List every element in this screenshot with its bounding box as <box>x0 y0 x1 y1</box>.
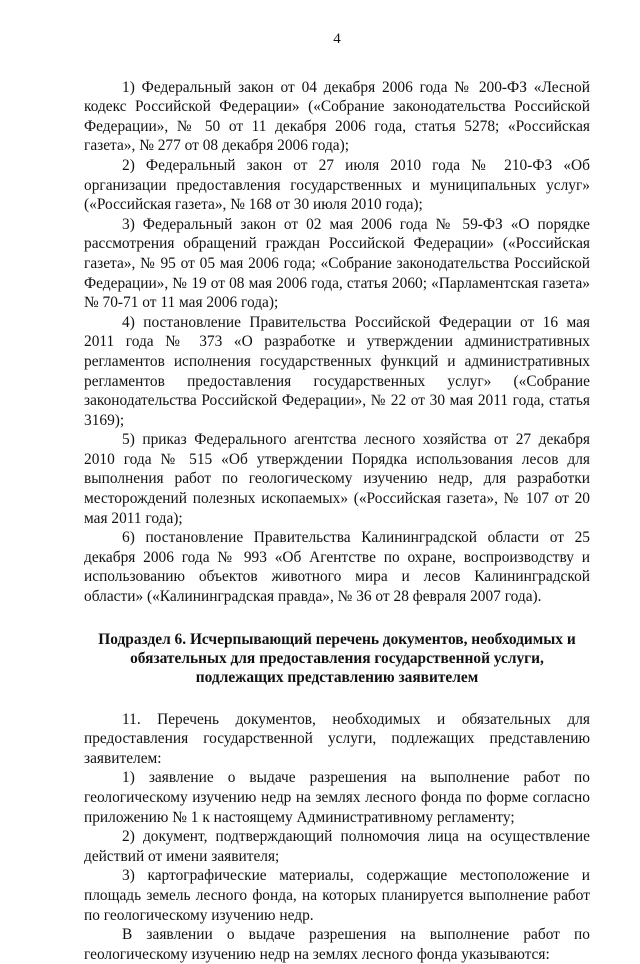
legal-basis-item-4: 4) постановление Правительства Российской Федерации от 16 мая 2011 года № 373 «О разработке и утверждении административных регламентов исполнения государственных функций и административных регламентов предоставления государственных услуг» («Собрание законодательства Российской Федерации», № 22 от 30 мая 2011 года, статья 3169); <box>84 313 590 429</box>
legal-basis-item-3: 3) Федеральный закон от 02 мая 2006 года № 59-ФЗ «О порядке рассмотрения обращений граждан Российской Федерации» («Российская газета», № 95 от 05 мая 2006 года; «Собрание законодательства Российской Федерации», № 19 от 08 мая 2006 года, статья 2060; «Парламентская газета» № 70-71 от 11 мая 2006 года); <box>84 215 590 312</box>
section-heading: Подраздел 6. Исчерпывающий перечень документов, необходимых и обязательных для предоставления государственной услуги, подлежащих представлению заявителем <box>98 630 576 686</box>
document-item-1: 1) заявление о выдаче разрешения на выполнение работ по геологическому изучению недр на землях лесного фонда по форме согласно приложению № 1 к настоящему Административному регламенту; <box>84 769 590 826</box>
legal-basis-item-6: 6) постановление Правительства Калининградской области от 25 декабря 2006 года № 993 «Об Агентстве по охране, воспроизводству и использованию объектов животного мира и лесов Калининградской области» («Калининградская правда», № 36 от 28 февраля 2007 года). <box>84 529 590 606</box>
document-item-2: 2) документ, подтверждающий полномочия лица на осуществление действий от имени заявителя; <box>84 828 590 865</box>
document-item-3: 3) картографические материалы, содержащие местоположение и площадь земель лесного фонда, на которых планируется выполнение работ по геологическому изучению недр. <box>84 867 590 924</box>
clause-11-intro: 11. Перечень документов, необходимых и обязательных для предоставления государственной услуги, подлежащих представлению заявителем: <box>84 710 590 767</box>
legal-basis-item-2: 2) Федеральный закон от 27 июля 2010 года № 210-ФЗ «Об организации предоставления государственных и муниципальных услуг» («Российская газета», № 168 от 30 июля 2010 года); <box>84 156 590 214</box>
legal-basis-item-5: 5) приказ Федерального агентства лесного хозяйства от 27 декабря 2010 года № 515 «Об утверждении Порядка использования лесов для выполнения работ по геологическому изучению недр, для разработки месторождений полезных ископаемых» («Российская газета», № 107 от 20 мая 2011 года); <box>84 431 590 527</box>
page-number: 4 <box>333 31 341 47</box>
application-contents-intro: В заявлении о выдаче разрешения на выполнение работ по геологическому изучению недр на землях лесного фонда указываются: <box>84 926 590 963</box>
legal-basis-item-1: 1) Федеральный закон от 04 декабря 2006 года № 200-ФЗ «Лесной кодекс Российской Федерации» («Собрание законодательства Российской Федерации», № 50 от 11 декабря 2006 года, статья 5278; «Российская газета», № 277 от 08 декабря 2006 года); <box>84 78 590 155</box>
document-page <box>84 30 590 964</box>
